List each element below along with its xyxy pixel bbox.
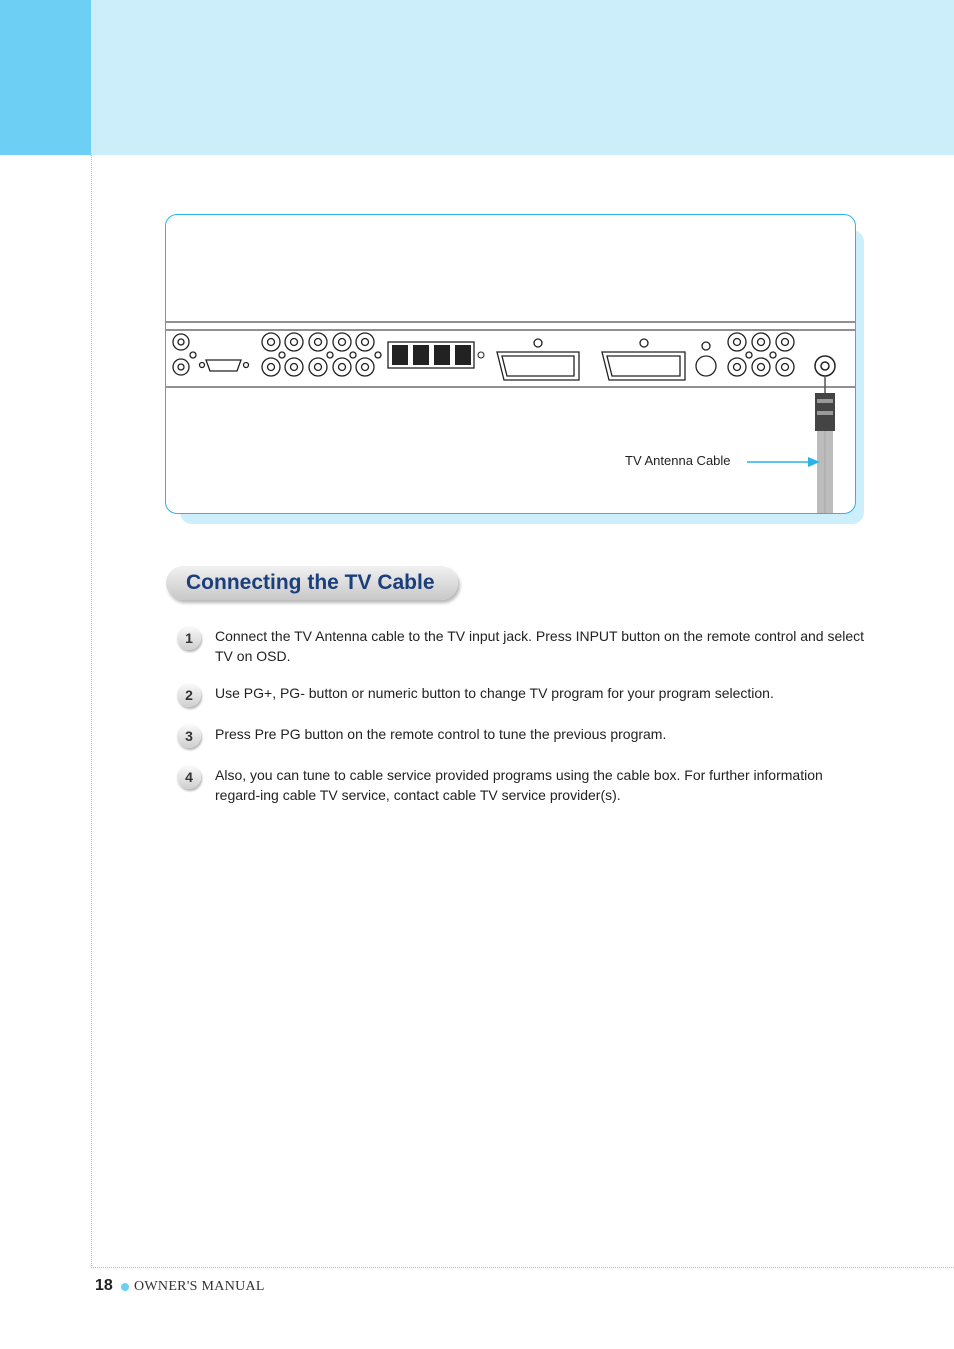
step-item — [177, 766, 867, 805]
connection-figure — [165, 214, 856, 514]
step-item — [177, 627, 867, 666]
step-text: Press Pre PG button on the remote control to tune the previous program. — [215, 726, 667, 742]
header-band — [91, 0, 954, 155]
rca-jack-group-left — [173, 334, 189, 375]
rca-jack-group-component — [262, 333, 381, 376]
s-video-port — [696, 342, 716, 376]
antenna-input-jack — [815, 356, 835, 376]
instruction-steps — [177, 627, 867, 823]
page-margin-line — [91, 155, 92, 1268]
scart-port-1 — [497, 339, 579, 380]
step-text: Connect the TV Antenna cable to the TV input jack. Press INPUT button on the remote control and select TV on OSD. — [215, 628, 865, 664]
tv-antenna-cable-label: TV Antenna Cable — [625, 453, 731, 468]
step-item — [177, 725, 867, 748]
step-number-badge: 2 — [177, 683, 201, 707]
step-text: Use PG+, PG- button or numeric button to change TV program for your program selection. — [215, 685, 774, 701]
speaker-terminals — [388, 342, 484, 368]
page-bottom-line — [91, 1267, 954, 1268]
header-accent-block — [0, 0, 91, 155]
tv-rear-panel-diagram — [166, 215, 855, 513]
step-number-badge: 1 — [177, 626, 201, 650]
step-item — [177, 684, 867, 707]
rca-jack-group-right — [728, 333, 794, 376]
step-number-badge: 4 — [177, 765, 201, 789]
page-number: 18 — [95, 1277, 113, 1294]
footer-label: OWNER'S MANUAL — [134, 1279, 265, 1294]
antenna-cable — [815, 375, 835, 513]
cable-pointer-arrow — [747, 457, 820, 467]
step-number-badge: 3 — [177, 724, 201, 748]
bullet-dot-icon — [121, 1283, 129, 1291]
step-text: Also, you can tune to cable service provided programs using the cable box. For further information regard-ing cable TV service, contact cable TV service provider(s). — [215, 767, 823, 803]
scart-port-2 — [602, 339, 685, 380]
section-title: Connecting the TV Cable — [186, 571, 435, 594]
vga-port — [190, 352, 249, 371]
